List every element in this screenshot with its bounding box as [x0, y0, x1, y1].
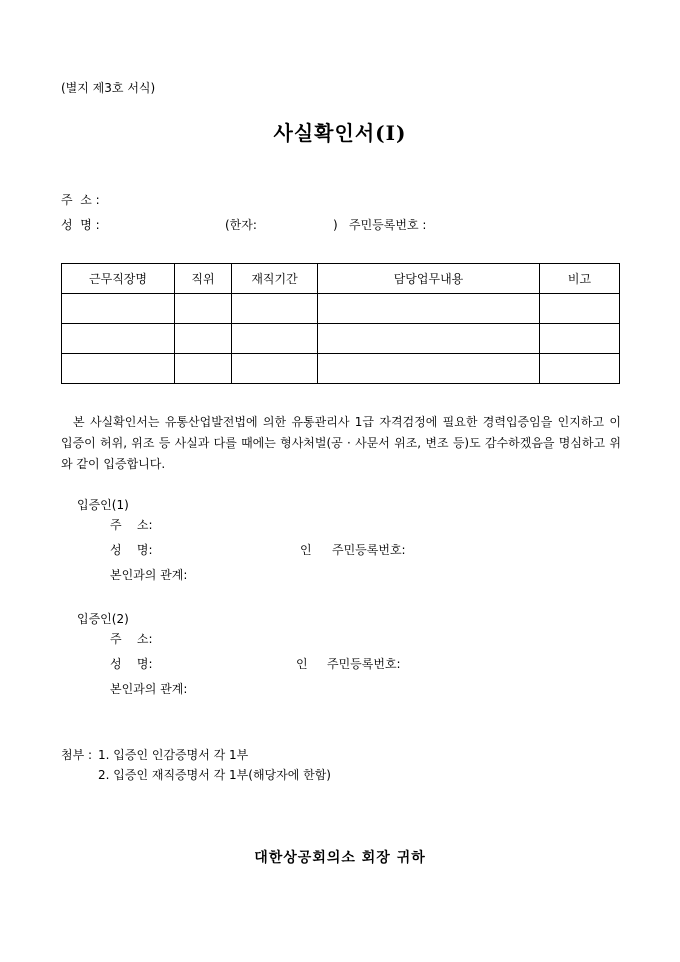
table-cell[interactable] — [540, 294, 620, 324]
table-cell[interactable] — [232, 294, 318, 324]
table-row — [62, 294, 620, 324]
table-cell[interactable] — [62, 354, 175, 384]
table-cell[interactable] — [540, 354, 620, 384]
header-position: 직위 — [175, 264, 232, 294]
table-cell[interactable] — [175, 354, 232, 384]
table-cell[interactable] — [232, 354, 318, 384]
addressee: 대한상공회의소 회장 귀하 — [254, 850, 426, 866]
witness-2-address-label: 주 소: — [110, 632, 153, 646]
form-number-label: (별지 제3호 서식) — [61, 81, 156, 95]
table-cell[interactable] — [232, 324, 318, 354]
witness-2-rrn-label: 주민등록번호: — [327, 657, 401, 671]
table-cell[interactable] — [175, 294, 232, 324]
table-cell[interactable] — [62, 294, 175, 324]
witness-1-address-label: 주 소: — [110, 518, 153, 532]
header-duties: 담당업무내용 — [318, 264, 540, 294]
witness-2-seal-mark: 인 — [296, 657, 308, 671]
witness-2-heading: 입증인(2) — [77, 612, 129, 626]
attachment-item-1: 1. 입증인 인감증명서 각 1부 — [98, 748, 249, 762]
attachments-label: 첨부 : — [61, 748, 93, 762]
hanja-open-label: (한자: — [225, 218, 257, 232]
rrn-label: 주민등록번호 : — [349, 218, 427, 232]
address-label: 주 소 : — [61, 193, 100, 207]
hanja-close-label: ) — [333, 218, 338, 232]
witness-2-relation-label: 본인과의 관계: — [110, 682, 188, 696]
table-cell[interactable] — [318, 354, 540, 384]
witness-1-seal-mark: 인 — [300, 543, 312, 557]
witness-2-name-label: 성 명: — [110, 657, 153, 671]
statement-paragraph — [61, 412, 621, 475]
table-cell[interactable] — [62, 324, 175, 354]
header-workplace: 근무직장명 — [62, 264, 175, 294]
table-cell[interactable] — [540, 324, 620, 354]
table-row — [62, 324, 620, 354]
header-remarks: 비고 — [540, 264, 620, 294]
table-cell[interactable] — [318, 324, 540, 354]
career-table — [61, 263, 620, 384]
statement-text: 본 사실확인서는 유통산업발전법에 의한 유통관리사 1급 자격검정에 필요한 경력입증임을 인지하고 이 입증이 허위, 위조 등 사실과 다를 때에는 형사처벌(공 · 사문서 위조, 변조 등)도 감수하겠음을 명심하고 위와 같이 입증합니다. — [61, 415, 621, 471]
table-row — [62, 354, 620, 384]
witness-1-rrn-label: 주민등록번호: — [332, 543, 406, 557]
witness-1-heading: 입증인(1) — [77, 498, 129, 512]
witness-1-relation-label: 본인과의 관계: — [110, 568, 188, 582]
table-cell[interactable] — [318, 294, 540, 324]
page-title: 사실확인서(Ⅰ) — [273, 121, 407, 145]
table-cell[interactable] — [175, 324, 232, 354]
attachment-item-2: 2. 입증인 재직증명서 각 1부(해당자에 한함) — [98, 768, 331, 782]
name-label: 성 명 : — [61, 218, 100, 232]
header-employment-period: 재직기간 — [232, 264, 318, 294]
witness-1-name-label: 성 명: — [110, 543, 153, 557]
table-header-row — [62, 264, 620, 294]
